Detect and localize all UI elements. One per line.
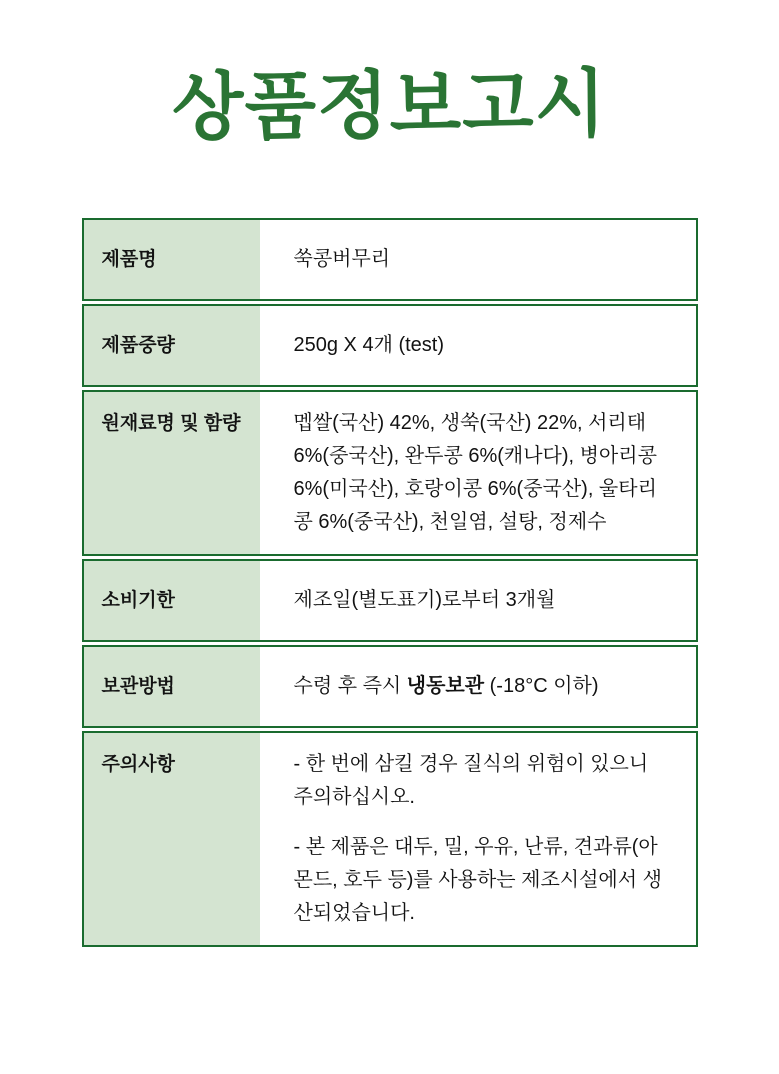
storage-text-bold: 냉동보관 [406,675,485,697]
row-value [260,647,696,726]
row-value [260,733,696,945]
row-label: 제품중량 [84,306,260,385]
row-label: 원재료명 및 함량 [84,392,260,554]
row-label: 주의사항 [84,733,260,945]
table-row-ingredients [82,390,698,556]
storage-text-prefix: 수령 후 즉시 [293,675,402,697]
table-row-storage [82,645,698,728]
table-row-product-weight [82,304,698,387]
storage-text-suffix: (-18°C 이하) [489,675,599,697]
row-label: 소비기한 [84,561,260,640]
table-row-precautions [82,731,698,947]
page-title: 상품정보고시 [171,64,608,150]
table-row-product-name [82,218,698,301]
table-row-expiration [82,559,698,642]
row-value: 250g X 4개 (test) [293,334,445,356]
precaution-paragraph: - 한 번에 삼킬 경우 질식의 위험이 있으니 주의하십시오. [293,753,649,808]
product-info-table [82,218,698,947]
row-value: 멥쌀(국산) 42%, 생쑥(국산) 22%, 서리태 6%(중국산), 완두콩 6%(캐나다), 병아리콩 6%(미국산), 호랑이콩 6%(중국산), 울타리콩 6%(중국산), 천일염, 설탕, 정제수 [293,412,657,533]
row-label: 보관방법 [84,647,260,726]
row-value: 제조일(별도표기)로부터 3개월 [293,589,556,611]
precaution-paragraph: - 본 제품은 대두, 밀, 우유, 난류, 견과류(아몬드, 호두 등)를 사용하는 제조시설에서 생산되었습니다. [293,836,662,924]
row-label: 제품명 [84,220,260,299]
row-value: 쑥콩버무리 [293,248,391,270]
